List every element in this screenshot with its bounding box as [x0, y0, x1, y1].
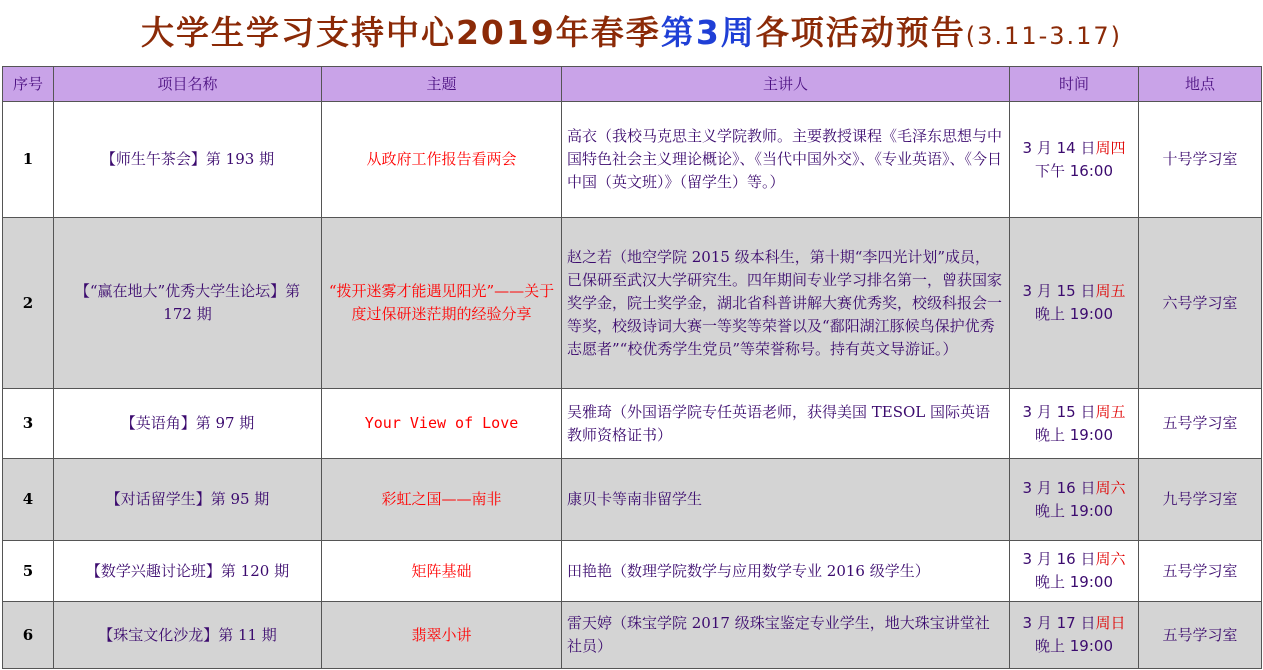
row-date: 3 月 15 日	[1022, 282, 1096, 300]
row-place: 九号学习室	[1139, 459, 1262, 541]
table-row	[3, 389, 1262, 459]
row-date: 3 月 16 日	[1022, 550, 1096, 568]
row-clock: 下午 16:00	[1035, 161, 1113, 180]
row-number: 4	[3, 459, 54, 541]
row-project: 【对话留学生】第 95 期	[54, 459, 322, 541]
table-row	[3, 218, 1262, 389]
header-project: 项目名称	[54, 67, 322, 102]
row-time	[1010, 102, 1139, 218]
header-place: 地点	[1139, 67, 1262, 102]
row-project: 【珠宝文化沙龙】第 11 期	[54, 602, 322, 669]
row-clock: 晚上 19:00	[1035, 305, 1113, 323]
row-number: 1	[3, 102, 54, 218]
header-topic: 主题	[322, 67, 562, 102]
row-weekday: 周四	[1095, 138, 1126, 157]
row-place: 五号学习室	[1139, 389, 1262, 459]
row-topic: 矩阵基础	[322, 541, 562, 602]
row-number: 5	[3, 541, 54, 602]
row-time	[1010, 459, 1139, 541]
title-week: 第3周	[660, 13, 756, 52]
row-speaker: 雷天婷（珠宝学院 2017 级珠宝鉴定专业学生，地大珠宝讲堂社社员）	[562, 602, 1010, 669]
row-topic: “拨开迷雾才能遇见阳光”——关于度过保研迷茫期的经验分享	[322, 218, 562, 389]
row-project: 【师生午茶会】第 193 期	[54, 102, 322, 218]
table-row	[3, 102, 1262, 218]
row-time	[1010, 389, 1139, 459]
row-date: 3 月 15 日	[1022, 402, 1096, 421]
table-row	[3, 602, 1262, 669]
row-place: 五号学习室	[1139, 602, 1262, 669]
header-speaker: 主讲人	[562, 67, 1010, 102]
activity-table	[2, 66, 1262, 669]
row-number: 6	[3, 602, 54, 669]
row-number: 3	[3, 389, 54, 459]
row-speaker: 康贝卡等南非留学生	[562, 459, 1010, 541]
row-date: 3 月 16 日	[1022, 478, 1096, 497]
header-number: 序号	[3, 67, 54, 102]
row-date: 3 月 17 日	[1022, 614, 1096, 632]
table-row	[3, 459, 1262, 541]
row-clock: 晚上 19:00	[1035, 425, 1113, 444]
row-weekday: 周六	[1095, 478, 1126, 497]
row-clock: 晚上 19:00	[1035, 573, 1113, 591]
row-speaker: 吴雅琦（外国语学院专任英语老师，获得美国 TESOL 国际英语教师资格证书）	[562, 389, 1010, 459]
title-main: 大学生学习支持中心2019年春季	[140, 13, 661, 52]
row-project: 【英语角】第 97 期	[54, 389, 322, 459]
row-topic: Your View of Love	[322, 389, 562, 459]
row-time	[1010, 218, 1139, 389]
row-weekday: 周五	[1095, 282, 1126, 300]
row-place: 十号学习室	[1139, 102, 1262, 218]
row-weekday: 周五	[1095, 402, 1126, 421]
row-number: 2	[3, 218, 54, 389]
header-row	[3, 67, 1262, 102]
row-project: 【数学兴趣讨论班】第 120 期	[54, 541, 322, 602]
row-time	[1010, 602, 1139, 669]
row-date: 3 月 14 日	[1022, 138, 1096, 157]
row-speaker: 赵之若（地空学院 2015 级本科生，第十期“李四光计划”成员，已保研至武汉大学研究生。四年期间专业学习排名第一，曾获国家奖学金，院士奖学金，湖北省科普讲解大赛优秀奖，校级科报会一等奖，校级诗词大赛一等奖等荣誉以及“鄱阳湖江豚候鸟保护优秀志愿者”“校优秀学生党员”等荣誉称号。持有英文导游证。）	[562, 218, 1010, 389]
row-project: 【“赢在地大”优秀大学生论坛】第 172 期	[54, 218, 322, 389]
row-speaker: 田艳艳（数理学院数学与应用数学专业 2016 级学生）	[562, 541, 1010, 602]
title-dates: (3.11-3.17)	[965, 22, 1123, 50]
row-speaker: 高衣（我校马克思主义学院教师。主要教授课程《毛泽东思想与中国特色社会主义理论概论》、《当代中国外交》、《专业英语》、《今日中国（英文班）》（留学生）等。）	[562, 102, 1010, 218]
row-clock: 晚上 19:00	[1035, 637, 1113, 655]
title-suffix: 各项活动预告	[755, 13, 966, 52]
row-time	[1010, 541, 1139, 602]
row-topic: 彩虹之国——南非	[322, 459, 562, 541]
row-weekday: 周日	[1095, 614, 1126, 632]
header-time: 时间	[1010, 67, 1139, 102]
row-topic: 翡翠小讲	[322, 602, 562, 669]
row-topic: 从政府工作报告看两会	[322, 102, 562, 218]
page-title	[0, 0, 1263, 66]
row-place: 六号学习室	[1139, 218, 1262, 389]
table-row	[3, 541, 1262, 602]
row-place: 五号学习室	[1139, 541, 1262, 602]
row-weekday: 周六	[1095, 550, 1126, 568]
row-clock: 晚上 19:00	[1035, 501, 1113, 520]
